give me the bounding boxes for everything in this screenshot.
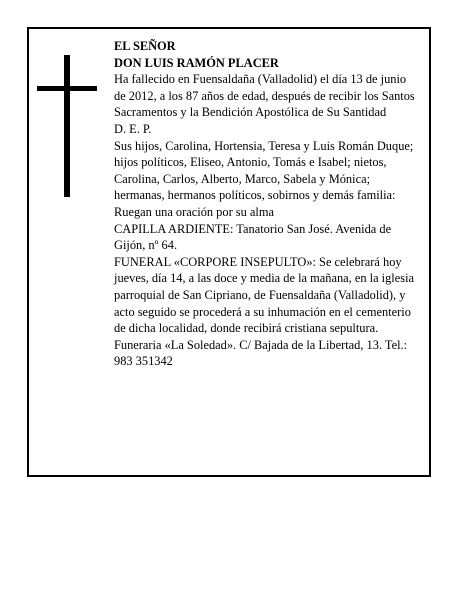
cross-icon — [64, 55, 70, 197]
prayer-request: Ruegan una oración por su alma — [114, 204, 274, 219]
funeral-info: FUNERAL «CORPORE INSEPULTO»: Se celebrará hoy jueves, día 14, a las doce y media de la mañana, en la iglesia parroquial de San Cipriano, de Fuensaldaña (Valladolid), y acto seguido se procederá a su inhumación en el cementerio de dicha localidad, donde recibirá cristiana sepultura. — [114, 254, 415, 336]
death-announcement: Ha fallecido en Fuensaldaña (Valladolid) el día 13 de junio de 2012, a los 87 años de edad, después de recibir los Santos Sacramentos y la Bendición Apostólica de Su Santidad — [114, 72, 415, 120]
cross-icon-crossbar — [37, 86, 97, 91]
deceased-name: DON LUIS RAMÓN PLACER — [114, 55, 279, 70]
funeral-home-info: Funeraria «La Soledad». C/ Bajada de la Libertad, 13. Tel.: 983 351342 — [114, 337, 408, 369]
chapel-info: CAPILLA ARDIENTE: Tanatorio San José. Avenida de Gijón, nº 64. — [114, 221, 392, 253]
obituary-text — [114, 38, 420, 370]
title-line-1: EL SEÑOR — [114, 39, 176, 53]
rip-line: D. E. P. — [114, 121, 152, 136]
family-list: Sus hijos, Carolina, Hortensia, Teresa y Luis Román Duque; hijos políticos, Eliseo, Antonio, Tomás e Isabel; nietos, Carolina, Carlos, Alberto, Marco, Sabela y Mónica; hermanas, hermanos políticos, sobirnos y demás familia: — [114, 138, 414, 203]
